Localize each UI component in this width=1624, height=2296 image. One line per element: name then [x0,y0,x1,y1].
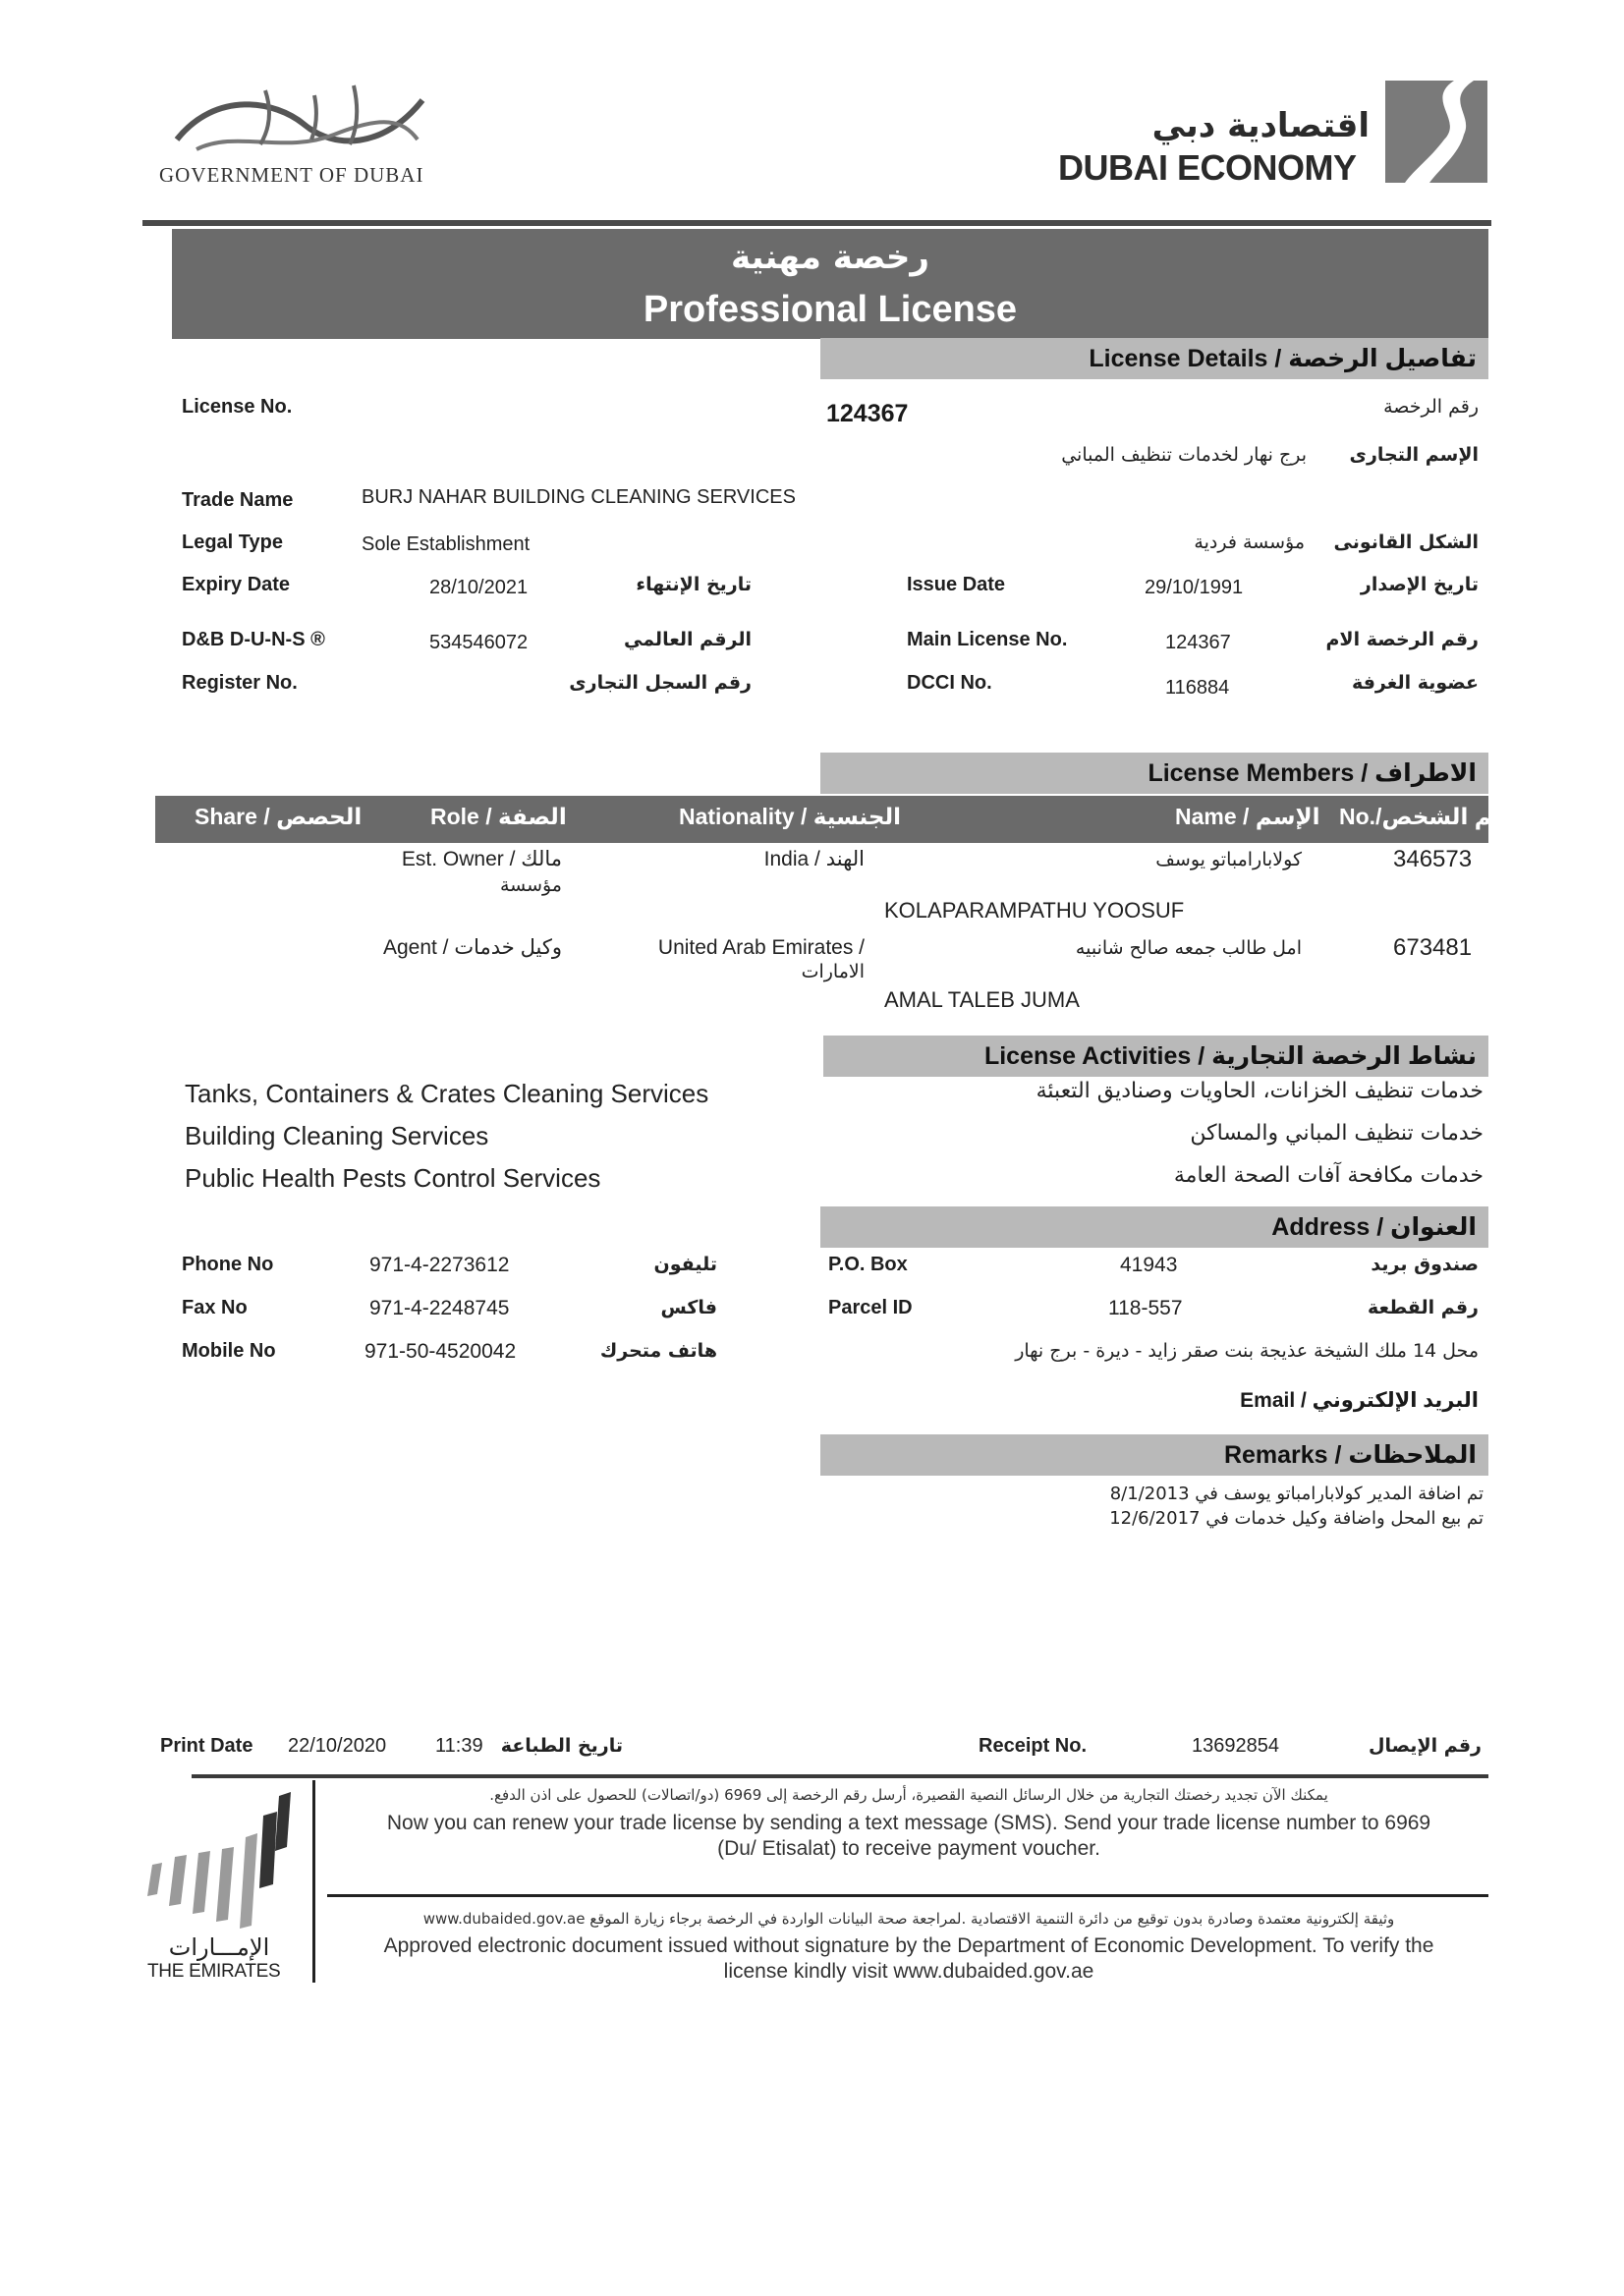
dcci-no-value: 116884 [1165,677,1230,699]
parcel-id-value: 118-557 [1108,1297,1183,1319]
expiry-date-label-ar: تاريخ الإنتهاء [636,574,752,595]
legal-type-value-ar: مؤسسة فردية [1194,532,1305,553]
receipt-no-label: Receipt No. [979,1735,1088,1757]
main-license-no-label-ar: رقم الرخصة الام [1325,629,1479,650]
section-title: Address / العنوان [1271,1213,1477,1241]
trade-name-value-ar: برج نهار لخدمات تنظيف المباني [1061,444,1307,466]
calligraphy-emblem-icon [157,71,442,169]
fax-label-ar: فاكس [660,1297,717,1318]
trade-name-value: BURJ NAHAR BUILDING CLEANING SERVICES [362,486,796,508]
duns-value: 534546072 [429,632,529,653]
column-nationality: Nationality / الجنسية [679,804,901,829]
section-title: License Activities / نشاط الرخصة التجارية [983,1042,1477,1070]
po-box-label-ar: صندوق بريد [1371,1254,1479,1275]
email-label: Email / البريد الإلكتروني [1240,1389,1479,1412]
phone-label-ar: تليفون [653,1254,717,1275]
expiry-date-value: 28/10/2021 [429,577,529,598]
print-date-value: 22/10/2020 [288,1735,387,1757]
column-share: Share / الحصص [195,804,363,829]
trade-name-label-ar: الإسم التجارى [1349,444,1479,466]
sms-renewal-note-ar: يمكنك الآن تجديد رخصتك التجارية من خلال الرسائل النصية القصيرة، أرسل رقم الرخصة إلى 6969 (دو/اتصالات) للحصول على اذن الدفع. [489,1786,1328,1804]
license-details-section-header [820,338,1488,379]
section-title: License Details / تفاصيل الرخصة [1089,345,1477,372]
mobile-label: Mobile No [182,1340,276,1362]
license-no-label-ar: رقم الرخصة [1383,396,1479,418]
column-role: Role / الصفة [430,804,567,829]
dubai-economy-arabic-wordmark: اقتصادية دبي [1151,106,1370,145]
fax-label: Fax No [182,1297,248,1318]
government-of-dubai-logo [157,71,442,169]
register-no-label: Register No. [182,672,298,694]
footer-note-divider [327,1894,1488,1897]
remark-line: تم اضافة المدير كولابارامباتو يوسف في 8/1/2013 [1109,1484,1484,1504]
header-divider [142,220,1491,226]
address-section-header [820,1206,1488,1248]
address-location-ar: محل 14 ملك الشيخة عذيجة بنت صقر زايد - ديرة - برج نهار [1015,1340,1479,1362]
member-nationality: United Arab Emirates / [657,936,865,959]
activity-item-ar: خدمات تنظيف المباني والمساكن [1190,1121,1484,1146]
mobile-value: 971-50-4520042 [364,1340,517,1363]
member-nationality: India / الهند [763,848,865,870]
verify-note-ar: وثيقة إلكترونية معتمدة وصادرة بدون توقيع من دائرة التنمية الاقتصادية .لمراجعة صحة البيانات الواردة في الرخصة برجاء زيارة الموقع www.dubaided.gov.ae [422,1910,1395,1928]
sms-renewal-note-line1: Now you can renew your trade license by sending a text message (SMS). Send your trade license number to 6969 [386,1812,1431,1834]
expiry-date-label: Expiry Date [182,574,291,595]
members-table-header [155,796,1521,843]
trade-name-label: Trade Name [182,489,294,511]
member-name-ar: كولابارامباتو يوسف [1155,849,1302,870]
sms-renewal-note-line2: (Du/ Etisalat) to receive payment voucher. [717,1837,1100,1860]
member-role: Agent / وكيل خدمات [382,936,562,959]
register-no-label-ar: رقم السجل التجارى [569,672,752,694]
parcel-id-label: Parcel ID [828,1297,913,1318]
the-emirates-logo-icon [147,1786,295,1933]
dcci-no-label-ar: عضوية الغرفة [1351,672,1479,694]
member-no: 346573 [1393,846,1473,872]
title-english: Professional License [643,289,1018,330]
activity-item-en: Public Health Pests Control Services [185,1163,601,1193]
phone-label: Phone No [182,1254,274,1275]
po-box-value: 41943 [1120,1254,1178,1276]
parcel-id-label-ar: رقم القطعة [1368,1297,1479,1318]
dubai-economy-logo-icon [1385,81,1487,183]
mobile-label-ar: هاتف متحرك [599,1340,717,1362]
remark-line: تم بيع المحل واضافة وكيل خدمات في 12/6/2017 [1109,1508,1484,1529]
the-emirates-wordmark-ar: الإمـــارات [168,1933,270,1961]
activity-item-en: Building Cleaning Services [185,1121,489,1150]
the-emirates-wordmark: THE EMIRATES [147,1961,281,1982]
issue-date-label-ar: تاريخ الإصدار [1360,574,1479,595]
verify-note-line1: Approved electronic document issued without signature by the Department of Economic Development. To verify the [383,1934,1434,1957]
member-nationality-ar: الامارات [801,961,865,982]
print-time-value: 11:39 [435,1735,483,1757]
remarks-section-header [820,1434,1488,1476]
activity-item-ar: خدمات تنظيف الخزانات، الحاويات وصناديق التعبئة [1036,1079,1484,1103]
print-date-label-ar: تاريخ الطباعة [500,1735,623,1757]
issue-date-value: 29/10/1991 [1145,577,1244,598]
legal-type-label-ar: الشكل القانونى [1333,532,1479,553]
po-box-label: P.O. Box [828,1254,908,1275]
member-role-ar: مؤسسة [499,874,562,896]
member-no: 673481 [1393,934,1473,961]
legal-type-label: Legal Type [182,532,283,553]
legal-type-value: Sole Establishment [362,533,531,555]
dcci-no-label: DCCI No. [907,672,992,694]
government-of-dubai-caption: GOVERNMENT OF DUBAI [159,163,424,187]
license-activities-section-header [823,1036,1488,1077]
phone-value: 971-4-2273612 [369,1254,510,1276]
column-name: Name / الإسم [1175,804,1320,829]
footer-divider [192,1774,1488,1778]
main-license-no-value: 124367 [1165,632,1231,653]
footer-vertical-divider [312,1780,315,1983]
license-no-value: 124367 [826,400,909,427]
dubai-economy-wordmark: DUBAI ECONOMY [1058,147,1357,188]
license-members-section-header [820,753,1488,794]
section-title: Remarks / الملاحظات [1223,1441,1477,1469]
title-arabic: رخصة مهنية [731,238,929,277]
section-title: License Members / الاطراف [1148,759,1477,787]
issue-date-label: Issue Date [907,574,1006,595]
fax-value: 971-4-2248745 [369,1297,510,1319]
column-no: No./رقم الشخص [1339,804,1521,829]
main-license-no-label: Main License No. [907,629,1068,650]
receipt-no-label-ar: رقم الإيصال [1368,1735,1482,1757]
member-role: Est. Owner / مالك [401,848,562,870]
activity-item-en: Tanks, Containers & Crates Cleaning Services [185,1079,709,1108]
member-name-en: AMAL TALEB JUMA [884,987,1080,1012]
duns-label-ar: الرقم العالمي [623,629,752,650]
activity-item-ar: خدمات مكافحة آفات الصحة العامة [1173,1163,1484,1188]
member-name-ar: امل طالب جمعه صالح شانبيه [1075,937,1302,959]
receipt-no-value: 13692854 [1192,1735,1279,1757]
print-date-label: Print Date [160,1735,253,1757]
license-no-label: License No. [182,396,293,418]
duns-label: D&B D-U-N-S ® [182,629,325,650]
verify-note-line2: license kindly visit www.dubaided.gov.ae [723,1960,1094,1983]
member-name-en: KOLAPARAMPATHU YOOSUF [884,898,1185,923]
